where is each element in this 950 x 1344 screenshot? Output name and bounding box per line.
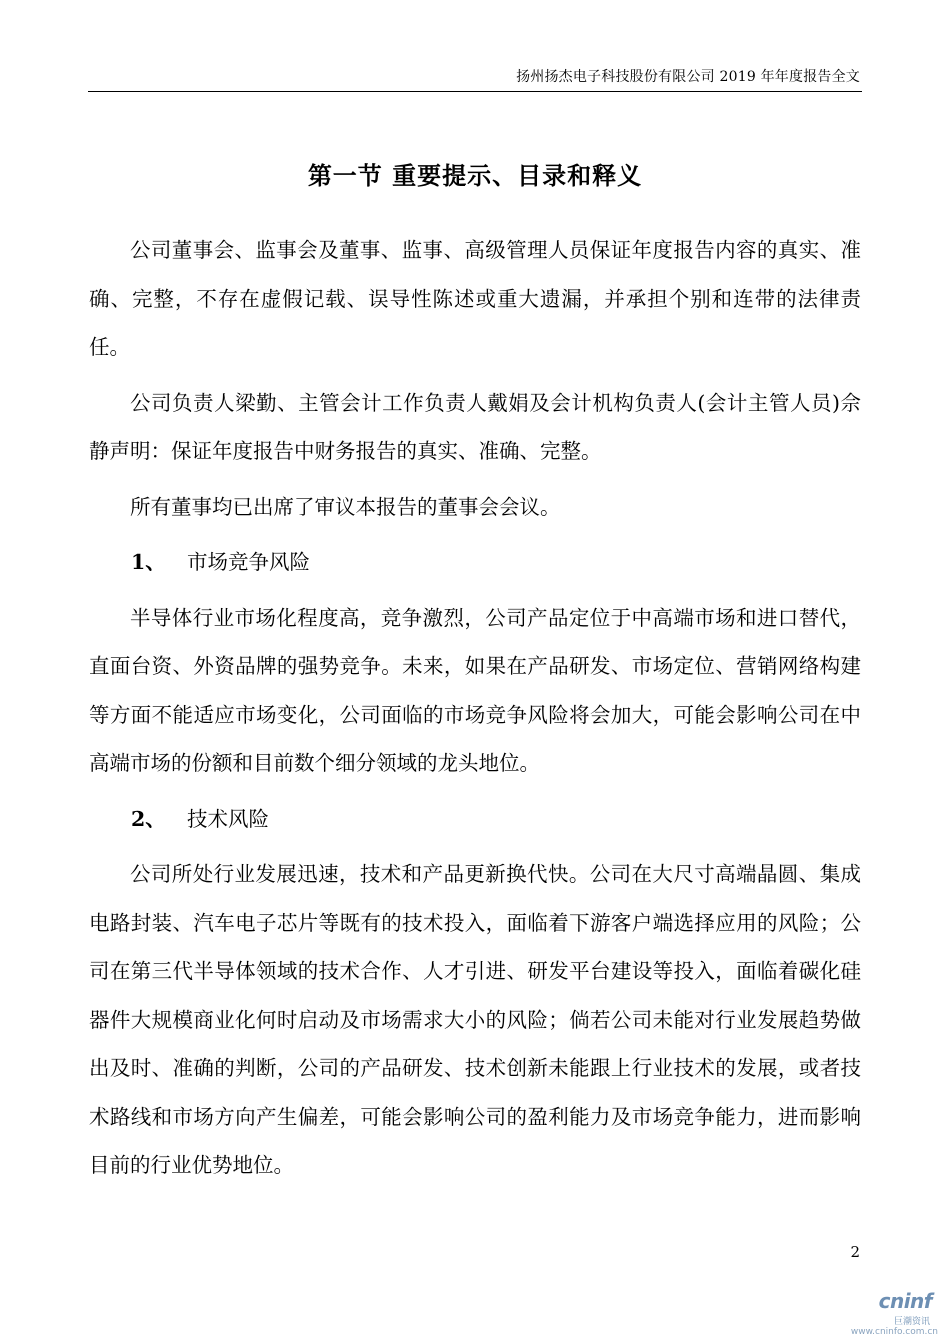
paragraph-board-guarantee: 公司董事会、监事会及董事、监事、高级管理人员保证年度报告内容的真实、准确、完整，不存在虚假记载、误导性陈述或重大遗漏，并承担个别和连带的法律责任。 — [89, 238, 861, 359]
risk-body-technology: 公司所处行业发展迅速，技术和产品更新换代快。公司在大尺寸高端晶圆、集成电路封装、汽车电子芯片等既有的技术投入，面临着下游客户端选择应用的风险；公司在第三代半导体领域的技术合作、人才引进、研发平台建设等投入，面临着碳化硅器件大规模商业化何时启动及市场需求大小的风险；倘若公司未能对行业发展趋势做出及时、准确的判断，公司的产品研发、技术创新未能跟上行业技术的发展，或者技术路线和市场方向产生偏差，可能会影响公司的盈利能力及市场竞争能力，进而影响目前的行业优势地位。 — [89, 862, 861, 1177]
logo-url: www.cninfo.com.cn — [850, 1327, 938, 1337]
header-divider — [88, 91, 862, 92]
risk-number: 1、 — [131, 550, 166, 574]
paragraph-responsible-persons: 公司负责人梁勤、主管会计工作负责人戴娟及会计机构负责人(会计主管人员)佘静声明：保证年度报告中财务报告的真实、准确、完整。 — [89, 390, 861, 463]
risk-title: 技术风险 — [187, 806, 269, 831]
risk-heading-technology — [89, 795, 861, 844]
page-number: 2 — [850, 1243, 860, 1261]
document-body — [89, 226, 861, 1197]
paragraph-attendance: 所有董事均已出席了审议本报告的董事会会议。 — [130, 494, 561, 519]
risk-number: 2、 — [131, 806, 166, 831]
risk-title: 市场竞争风险 — [187, 550, 310, 574]
logo-subtitle: 巨潮资讯 — [893, 1317, 930, 1327]
cninfo-watermark-logo — [850, 1289, 940, 1339]
section-title: 第一节 重要提示、目录和释义 — [307, 161, 643, 190]
risk-body-market: 半导体行业市场化程度高，竞争激烈，公司产品定位于中高端市场和进口替代，直面台资、外资品牌的强势竞争。未来，如果在产品研发、市场定位、营销网络构建等方面不能适应市场变化，公司面临的市场竞争风险将会加大，可能会影响公司在中高端市场的份额和目前数个细分领域的龙头地位。 — [89, 605, 861, 775]
header-title: 扬州扬杰电子科技股份有限公司 2019 年年度报告全文 — [516, 69, 860, 85]
logo-brand: cninf — [878, 1289, 932, 1313]
risk-heading-market — [89, 538, 861, 587]
